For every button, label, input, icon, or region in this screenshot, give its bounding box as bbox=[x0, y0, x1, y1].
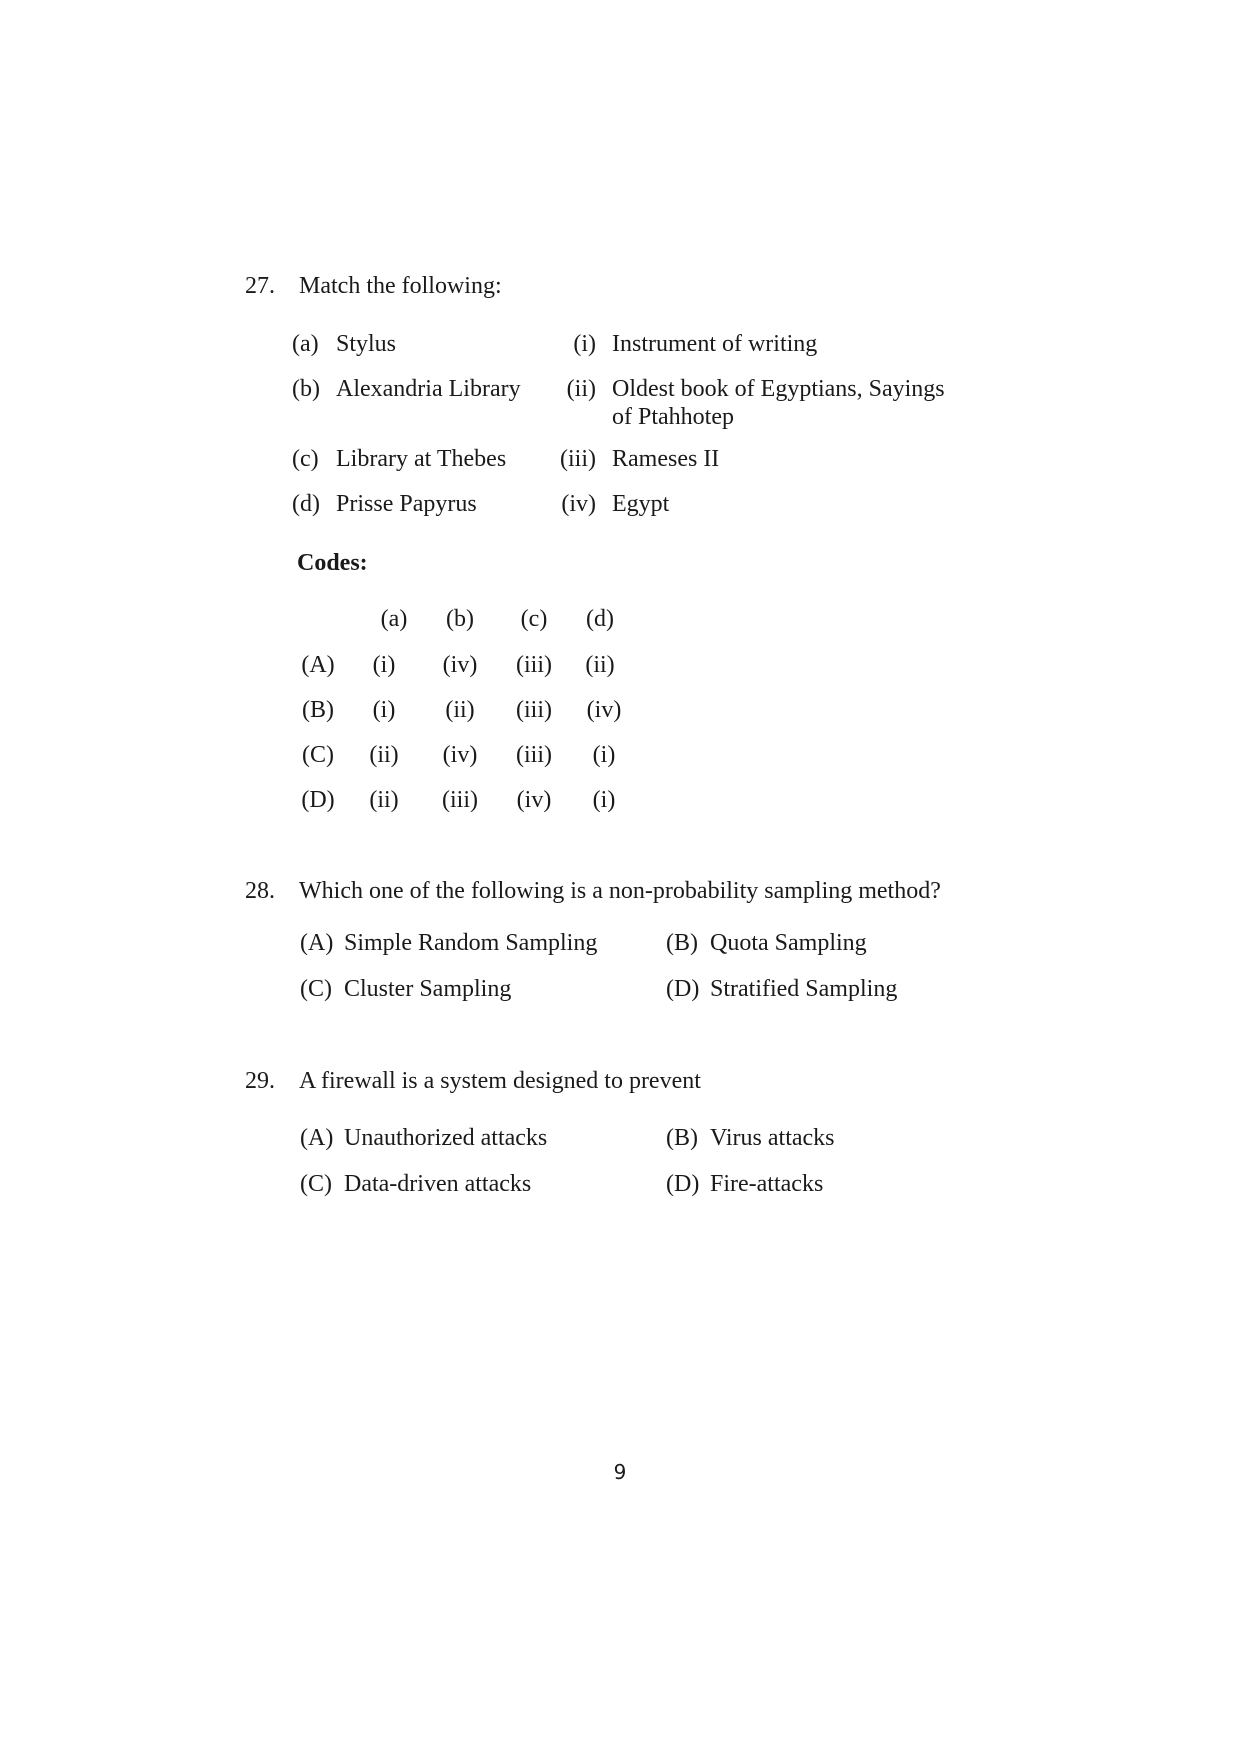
option-label: (C) bbox=[300, 1171, 332, 1197]
list-left-label: (a) bbox=[292, 331, 319, 357]
code-cell: (iv) bbox=[516, 787, 552, 813]
list-right-text: Instrument of writing bbox=[612, 331, 818, 357]
option-text: Simple Random Sampling bbox=[344, 930, 598, 956]
question-text: Which one of the following is a non-probability sampling method? bbox=[299, 878, 941, 904]
option-text: Stratified Sampling bbox=[710, 976, 898, 1002]
option-text: Unauthorized attacks bbox=[344, 1125, 548, 1151]
code-cell: (iii) bbox=[516, 652, 552, 678]
question-number: 28. bbox=[245, 878, 275, 904]
codes-header-cell: (b) bbox=[446, 606, 474, 632]
option-label: (A) bbox=[300, 930, 334, 956]
code-cell: (ii) bbox=[585, 652, 615, 678]
question-text: Match the following: bbox=[299, 273, 502, 299]
list-left-label: (d) bbox=[292, 491, 320, 517]
code-cell: (iii) bbox=[516, 742, 552, 768]
list-left-text: Library at Thebes bbox=[336, 446, 507, 472]
question-number: 27. bbox=[245, 273, 275, 299]
code-cell: (ii) bbox=[369, 742, 399, 768]
list-right-text: Rameses II bbox=[612, 446, 720, 472]
code-cell: (ii) bbox=[445, 697, 475, 723]
code-cell: (i) bbox=[372, 697, 396, 723]
code-cell: (iv) bbox=[586, 697, 622, 723]
code-cell: (ii) bbox=[369, 787, 399, 813]
question-text: A firewall is a system designed to prevent bbox=[299, 1068, 701, 1094]
list-right-label: (iii) bbox=[560, 446, 596, 472]
option-label: (B) bbox=[666, 930, 698, 956]
option-label: (A) bbox=[300, 1125, 334, 1151]
code-option-label: (C) bbox=[302, 742, 334, 768]
code-cell: (i) bbox=[372, 652, 396, 678]
list-right-label: (iv) bbox=[561, 491, 596, 517]
page-number: 9 bbox=[613, 1460, 627, 1484]
code-cell: (i) bbox=[592, 787, 616, 813]
option-label: (B) bbox=[666, 1125, 698, 1151]
list-left-text: Stylus bbox=[336, 331, 397, 357]
list-right-text: Oldest book of Egyptians, Sayings bbox=[612, 376, 945, 402]
option-text: Quota Sampling bbox=[710, 930, 867, 956]
codes-header-cell: (c) bbox=[520, 606, 548, 632]
list-left-label: (b) bbox=[292, 376, 320, 402]
code-cell: (iv) bbox=[442, 742, 478, 768]
code-cell: (iv) bbox=[442, 652, 478, 678]
option-label: (D) bbox=[666, 1171, 700, 1197]
question-number: 29. bbox=[245, 1068, 275, 1094]
option-text: Virus attacks bbox=[710, 1125, 835, 1151]
option-text: Data-driven attacks bbox=[344, 1171, 532, 1197]
option-label: (D) bbox=[666, 976, 700, 1002]
list-right-label: (ii) bbox=[566, 376, 596, 402]
codes-label: Codes: bbox=[297, 550, 368, 576]
list-right-label: (i) bbox=[573, 331, 596, 357]
code-cell: (i) bbox=[592, 742, 616, 768]
code-option-label: (D) bbox=[301, 787, 335, 813]
codes-header-cell: (a) bbox=[380, 606, 408, 632]
option-text: Fire-attacks bbox=[710, 1171, 824, 1197]
codes-header-cell: (d) bbox=[586, 606, 614, 632]
list-left-label: (c) bbox=[292, 446, 319, 472]
code-cell: (iii) bbox=[442, 787, 478, 813]
code-option-label: (A) bbox=[301, 652, 335, 678]
option-label: (C) bbox=[300, 976, 332, 1002]
list-left-text: Alexandria Library bbox=[336, 376, 521, 402]
code-cell: (iii) bbox=[516, 697, 552, 723]
code-option-label: (B) bbox=[302, 697, 334, 723]
list-left-text: Prisse Papyrus bbox=[336, 491, 477, 517]
option-text: Cluster Sampling bbox=[344, 976, 512, 1002]
list-right-text-continued: of Ptahhotep bbox=[612, 404, 734, 430]
list-right-text: Egypt bbox=[612, 491, 670, 517]
